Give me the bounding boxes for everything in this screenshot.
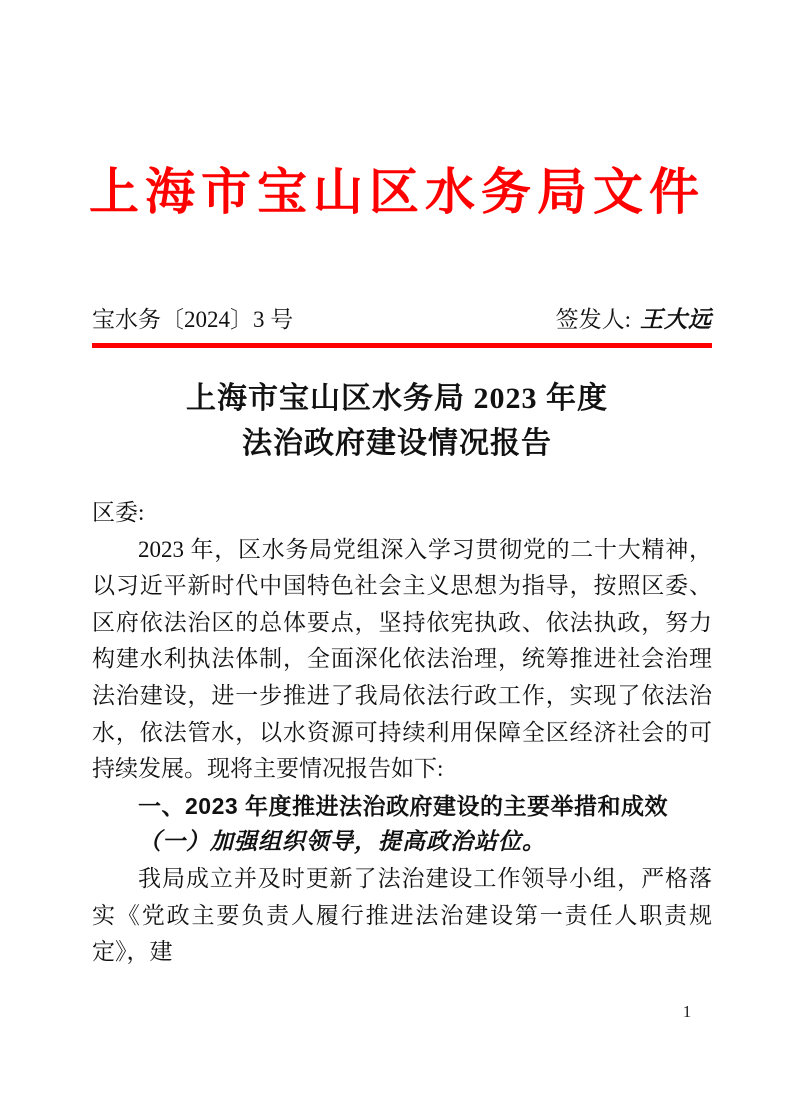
signer-label: 签发人: — [555, 307, 631, 332]
salutation: 区委: — [92, 500, 145, 525]
body-paragraph-2: 我局成立并及时更新了法治建设工作领导小组，严格落实《党政主要负责人履行推进法治建设第一责任人职责规定》，建 — [92, 865, 712, 965]
page-number: 1 — [682, 1002, 692, 1021]
signer — [556, 301, 712, 334]
section-heading: 一、2023 年度推进法治政府建设的主要举措和成效 — [138, 792, 669, 819]
doc-info-row — [92, 301, 712, 334]
document-title-line1: 上海市宝山区水务局 2023 年度 — [186, 382, 608, 415]
signer-name: 王大远 — [640, 307, 712, 332]
body-paragraph-1: 2023 年，区水务局党组深入学习贯彻党的二十大精神，以习近平新时代中国特色社会主义思想为指导，按照区委、区府依法治区的总体要点，坚持依宪执政、依法执政，努力构建水利执法体制，全面深化依法治理，统筹推进社会治理法治建设，进一步推进了我局依法行政工作，实现了依法治水，依法管水，以水资源可持续利用保障全区经济社会的可持续发展。现将主要情况报告如下: — [92, 536, 712, 782]
document-title — [0, 376, 794, 466]
letterhead-divider-rule — [92, 343, 712, 348]
letterhead-org-title: 上海市宝山区水务局文件 — [89, 164, 705, 220]
document-body — [92, 495, 712, 971]
doc-number: 宝水务〔2024〕3 号 — [92, 307, 294, 332]
document-title-line2: 法治政府建设情况报告 — [242, 427, 552, 460]
sub-heading: （一）加强组织领导，提高政治站位。 — [138, 829, 546, 855]
